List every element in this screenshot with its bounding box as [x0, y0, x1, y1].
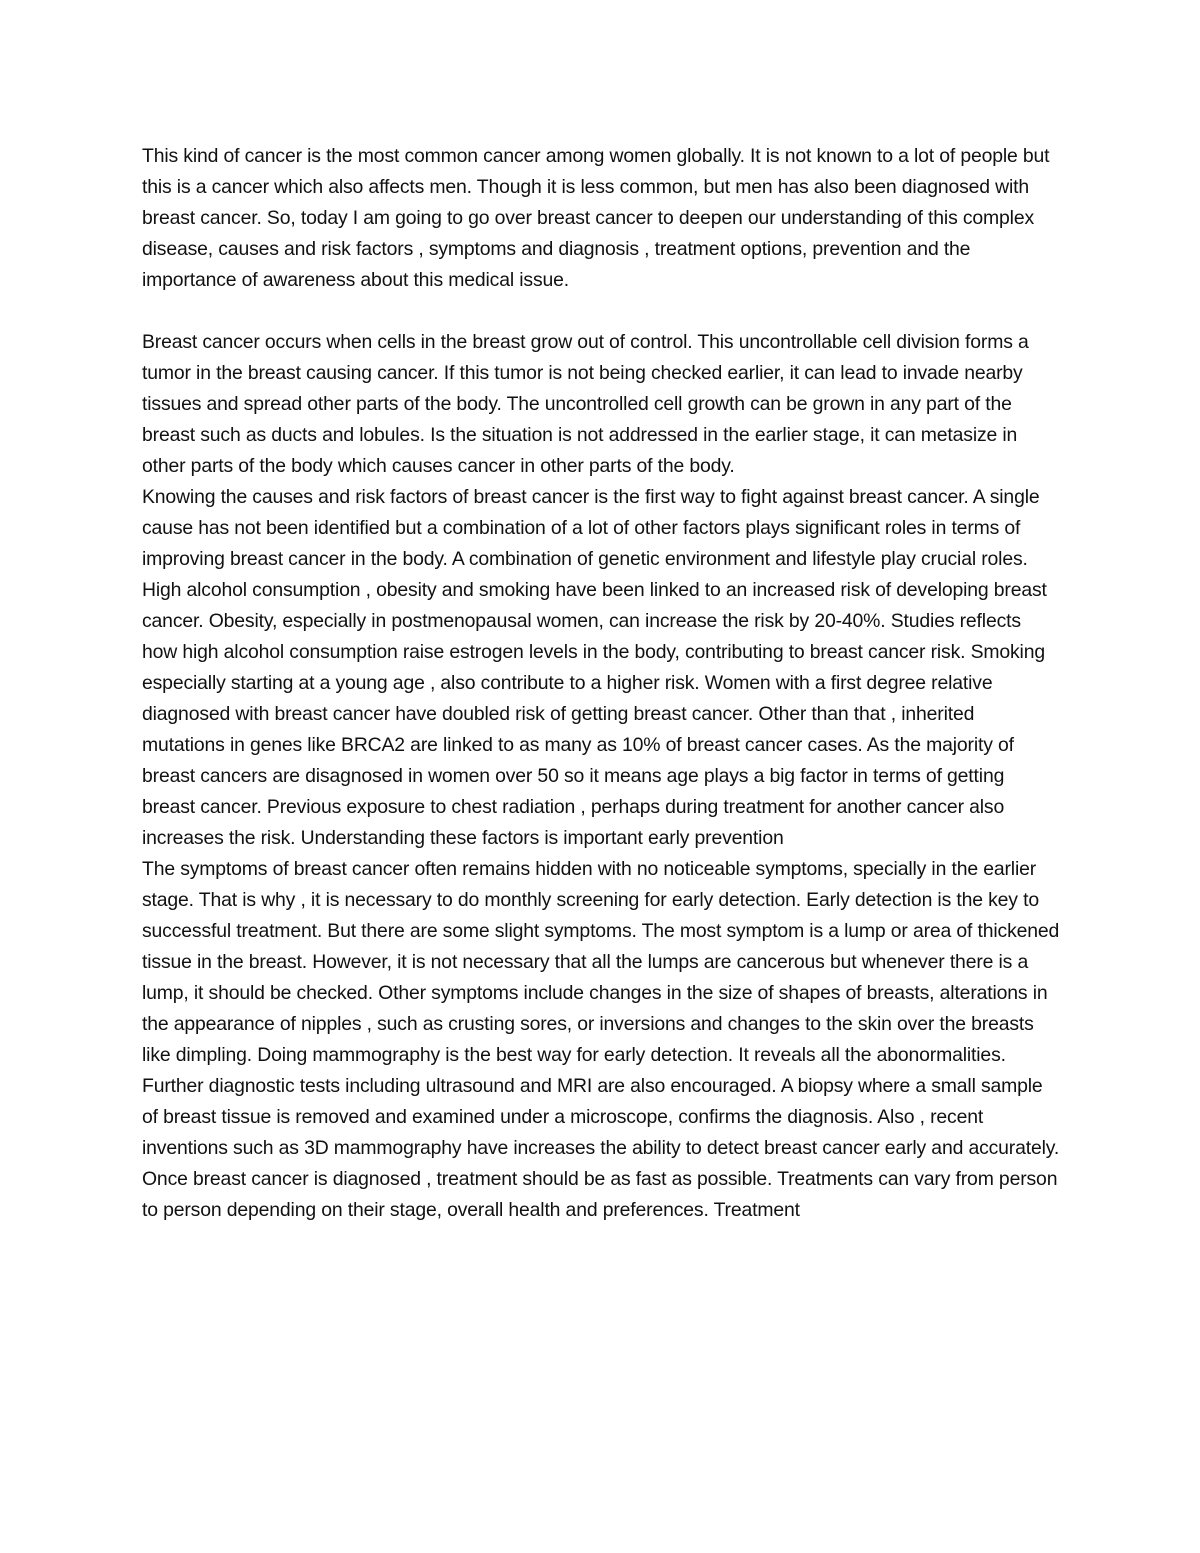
paragraph-spacer [142, 296, 1060, 327]
paragraph-symptoms-diagnosis: The symptoms of breast cancer often remains hidden with no noticeable symptoms, specially in the earlier stage. That is why , it is necessary to do monthly screening for early detection. Early detection is the key to successful treatment. But there are some slight symptoms. The most symptom is a lump or area of thickened tissue in the breast. However, it is not necessary that all the lumps are cancerous but whenever there is a lump, it should be checked. Other symptoms include changes in the size of shapes of breasts, alterations in the appearance of nipples , such as crusting sores, or inversions and changes to the skin over the breasts like dimpling. Doing mammography is the best way for early detection. It reveals all the abonormalities. Further diagnostic tests including ultrasound and MRI are also encouraged. A biopsy where a small sample of breast tissue is removed and examined under a microscope, confirms the diagnosis. Also , recent inventions such as 3D mammography have increases the ability to detect breast cancer early and accurately. [142, 858, 1060, 1159]
paragraph-intro: This kind of cancer is the most common cancer among women globally. It is not known to a lot of people but this is a cancer which also affects men. Though it is less common, but men has also been diagnosed with breast cancer. So, today I am going to go over breast cancer to deepen our understanding of this complex disease, causes and risk factors , symptoms and diagnosis , treatment options, prevention and the importance of awareness about this medical issue. [142, 145, 1050, 291]
document-body [142, 141, 1060, 1226]
paragraph-definition: Breast cancer occurs when cells in the breast grow out of control. This uncontrollable cell division forms a tumor in the breast causing cancer. If this tumor is not being checked earlier, it can lead to invade nearby tissues and spread other parts of the body. The uncontrolled cell growth can be grown in any part of the breast such as ducts and lobules. Is the situation is not addressed in the earlier stage, it can metasize in other parts of the body which causes cancer in other parts of the body. [142, 331, 1029, 477]
paragraph-treatment: Once breast cancer is diagnosed , treatment should be as fast as possible. Treatments can vary from person to person depending on their stage, overall health and preferences. Treatment [142, 1168, 1058, 1221]
paragraph-causes-risk-factors: Knowing the causes and risk factors of breast cancer is the first way to fight against breast cancer. A single cause has not been identified but a combination of a lot of other factors plays significant roles in terms of improving breast cancer in the body. A combination of genetic environment and lifestyle play crucial roles. High alcohol consumption , obesity and smoking have been linked to an increased risk of developing breast cancer. Obesity, especially in postmenopausal women, can increase the risk by 20-40%. Studies reflects how high alcohol consumption raise estrogen levels in the body, contributing to breast cancer risk. Smoking especially starting at a young age , also contribute to a higher risk. Women with a first degree relative diagnosed with breast cancer have doubled risk of getting breast cancer. Other than that , inherited mutations in genes like BRCA2 are linked to as many as 10% of breast cancer cases. As the majority of breast cancers are disagnosed in women over 50 so it means age plays a big factor in terms of getting breast cancer. Previous exposure to chest radiation , perhaps during treatment for another cancer also increases the risk. Understanding these factors is important early prevention [142, 486, 1047, 849]
